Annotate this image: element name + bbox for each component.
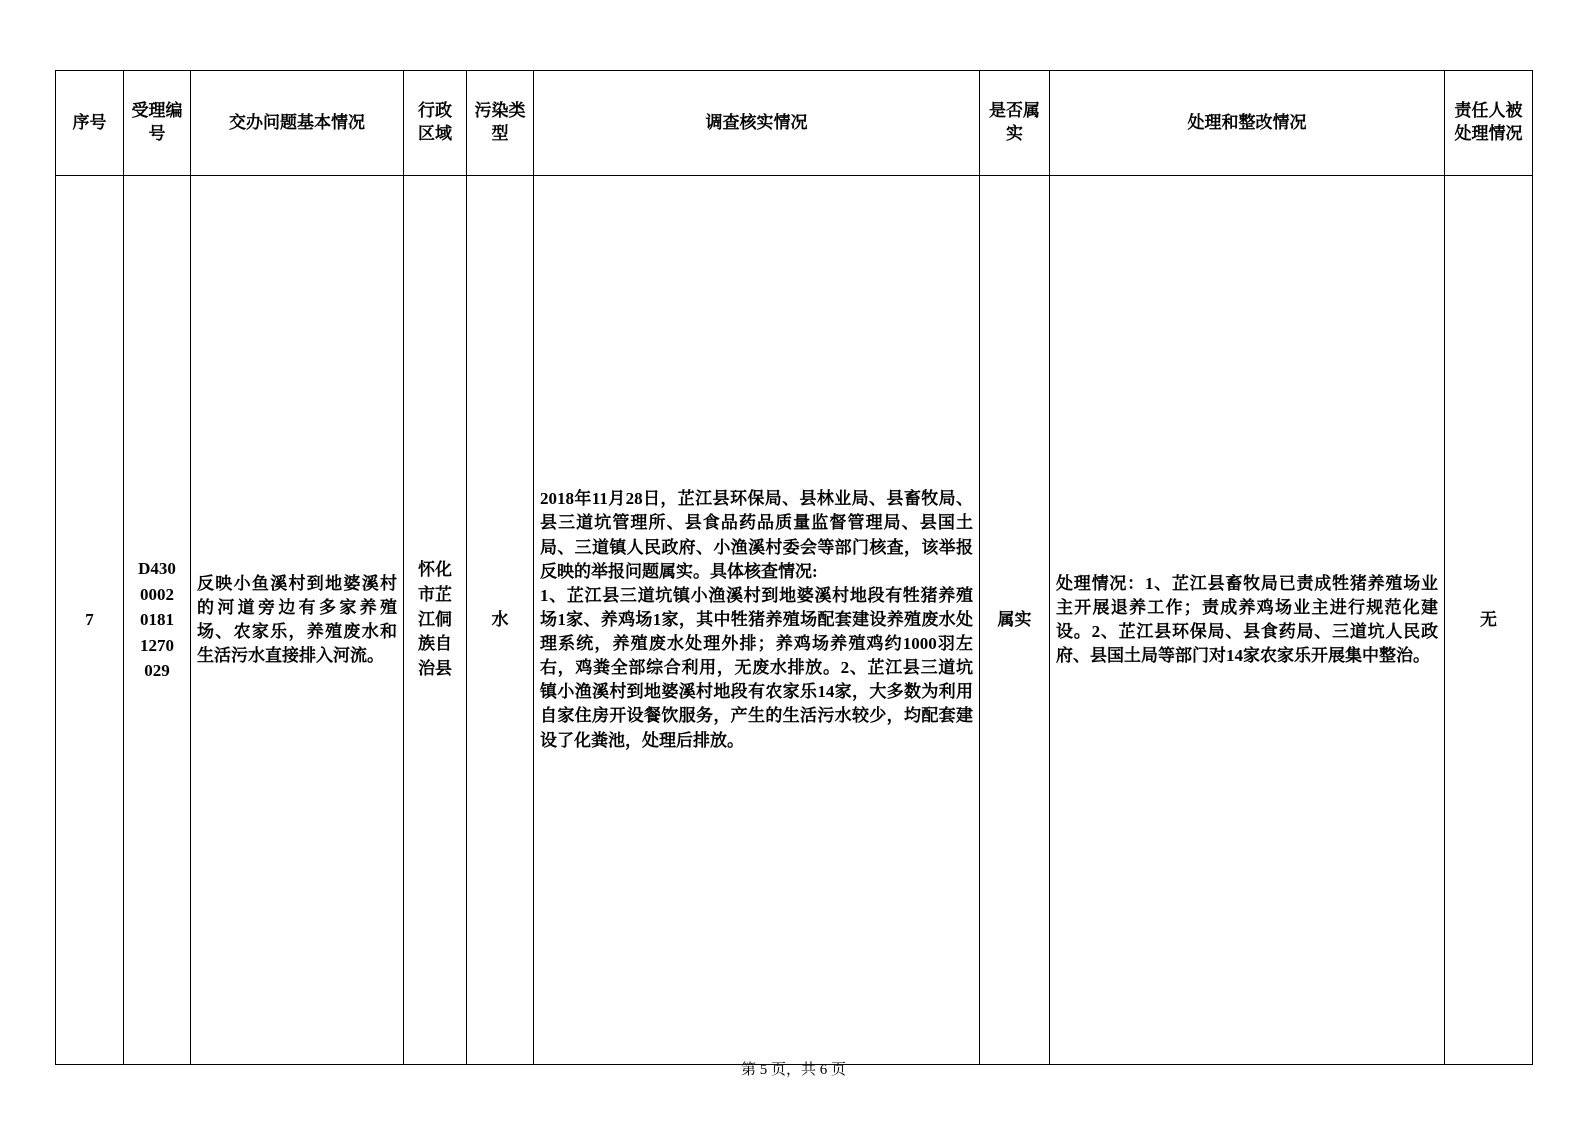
- cell-seq: 7: [56, 176, 124, 1065]
- cell-code: D430 0002 0181 1270 029: [124, 176, 191, 1065]
- column-header-pollution-type: 污染类型: [467, 71, 534, 176]
- cell-region: 怀化 市芷 江侗 族自 治县: [404, 176, 467, 1065]
- column-header-investigation: 调查核实情况: [534, 71, 980, 176]
- report-table: [55, 70, 1533, 1065]
- page-footer: 第 5 页，共 6 页: [740, 1062, 846, 1078]
- column-header-responsible: 责任人被处理情况: [1445, 71, 1533, 176]
- column-header-seq: 序号: [56, 71, 124, 176]
- column-header-code: 受理编号: [124, 71, 191, 176]
- table-row: [56, 176, 1533, 1065]
- cell-investigation: 2018年11月28日，芷江县环保局、县林业局、县畜牧局、县三道坑管理所、县食品药品质量监督管理局、县国土局、三道镇人民政府、小渔溪村委会等部门核查，该举报反映的举报问题属实。具体核查情况: 1、芷江县三道坑镇小渔溪村到地婆溪村地段有牲猪养殖场1家、养鸡场1家，其中牲猪养殖场配套建设养殖废水处理系统，养殖废水处理外排；养鸡场养殖鸡约1000羽左右，鸡粪全部综合利用，无废水排放。2、芷江县三道坑镇小渔溪村到地婆溪村地段有农家乐14家，大多数为利用自家住房开设餐饮服务，产生的生活污水较少，均配套建设了化粪池，处理后排放。: [534, 176, 980, 1065]
- handling-text: 1、芷江县畜牧局已责成牲猪养殖场业主开展退养工作；责成养鸡场业主进行规范化建设。2、芷江县环保局、县食药局、三道坑人民政府、县国土局等部门对14家农家乐开展集中整治。: [1056, 573, 1439, 666]
- cell-is-true: 属实: [980, 176, 1050, 1065]
- cell-handling: [1050, 176, 1445, 1065]
- cell-pollution-type: 水: [467, 176, 534, 1065]
- handling-label: 处理情况：: [1056, 573, 1145, 593]
- cell-basic-situation: 反映小鱼溪村到地婆溪村的河道旁边有多家养殖场、农家乐，养殖废水和生活污水直接排入河流。: [191, 176, 404, 1065]
- column-header-region: 行政区域: [404, 71, 467, 176]
- cell-responsible: 无: [1445, 176, 1533, 1065]
- table-header-row: [56, 71, 1533, 176]
- column-header-is-true: 是否属实: [980, 71, 1050, 176]
- column-header-basic: 交办问题基本情况: [191, 71, 404, 176]
- column-header-handling: 处理和整改情况: [1050, 71, 1445, 176]
